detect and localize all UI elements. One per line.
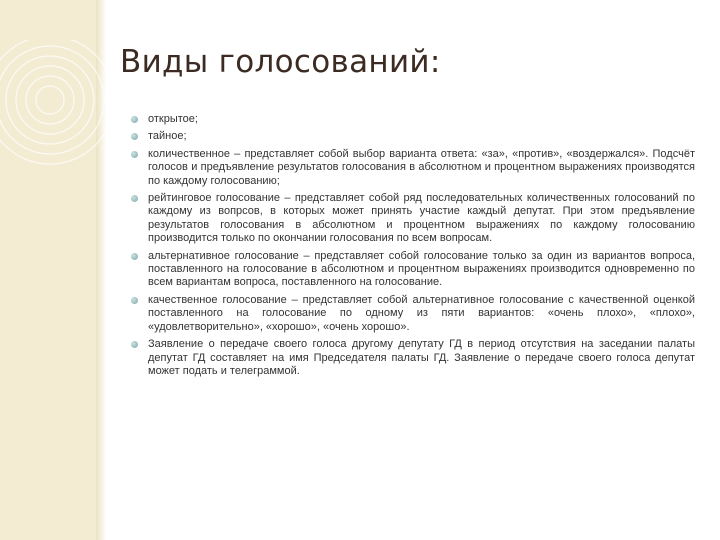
list-item <box>131 130 695 143</box>
list-item-text: качественное голосование – представляет собой альтернативное голосование с качественной оценкой поставленного на голосование по одному из пяти вариантов: «очень плохо», «плохо», «удовлетворительно», «хорошо», «очень хорошо». <box>148 293 695 333</box>
bullet-icon <box>131 195 138 202</box>
list-item-text: открытое; <box>148 113 198 125</box>
list-item <box>131 113 695 126</box>
list-item-text: альтернативное голосование – представляет собой голосование только за один из вариантов вопроса, поставленного на голосование в абсолютном и процентном выражениях производится одновременно по всем вариантам вопроса, поставленного на голосование. <box>148 249 695 289</box>
bullet-icon <box>131 151 138 158</box>
list-item <box>131 294 695 334</box>
list-item <box>131 250 695 290</box>
decorative-spiral-icon <box>0 40 110 220</box>
list-item-text: количественное – представляет собой выбор варианта ответа: «за», «против», «воздержался». Подсчёт голосов и предъявление результатов голосования в абсолютном и процентном выражениях производятся по каждому голосованию; <box>148 147 695 187</box>
voting-types-list <box>131 113 695 382</box>
bullet-icon <box>131 297 138 304</box>
bullet-icon <box>131 341 138 348</box>
bullet-icon <box>131 116 138 123</box>
list-item <box>131 338 695 378</box>
list-item <box>131 192 695 246</box>
list-item-text: тайное; <box>148 130 187 143</box>
list-item <box>131 148 695 188</box>
list-item-text: Заявление о передаче своего голоса другому депутату ГД в период отсутствия на заседании палаты депутат ГД составляет на имя Председателя палаты ГД. Заявление о передаче своего голоса депутат может подать и телеграммой. <box>148 338 695 377</box>
list-item-text: рейтинговое голосование – представляет собой ряд последовательных количественных голосований по каждому из вопрсов, в которых может принять участие каждый депутат. При этом предъявление результатов голосования в абсолютном и процентном выражениях по каждому голосованию производится только по окончании голосования по всем вопросам. <box>148 192 695 245</box>
slide-title: Виды голосований: <box>120 44 441 80</box>
bullet-icon <box>131 253 138 260</box>
bullet-icon <box>131 133 138 140</box>
